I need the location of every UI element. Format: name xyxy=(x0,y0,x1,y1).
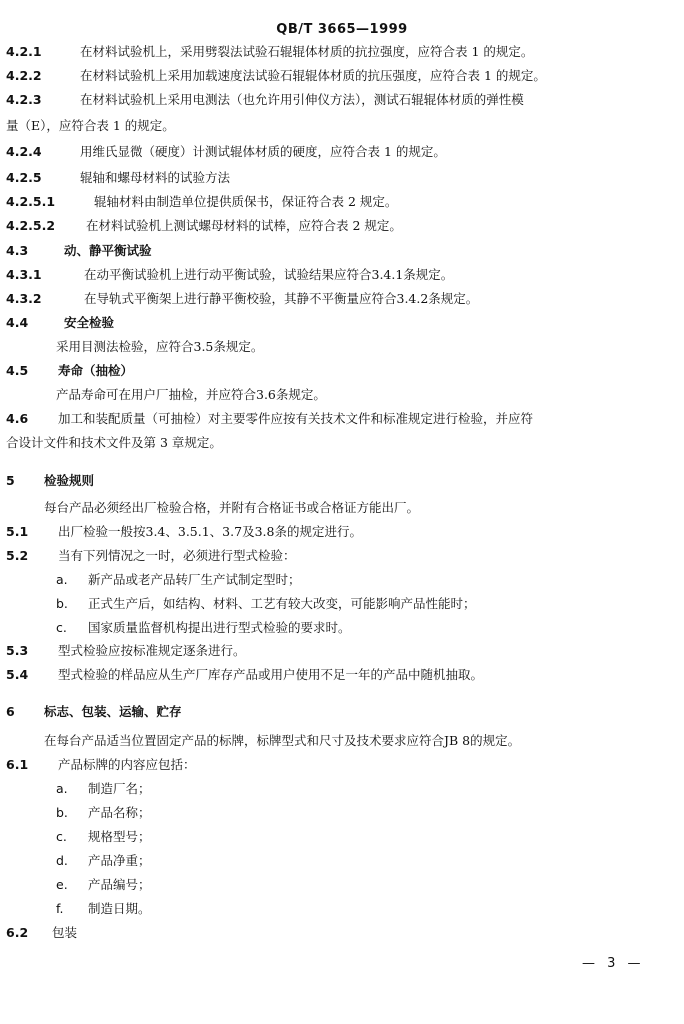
clause-4-3-1 xyxy=(6,267,453,283)
clause-text: 合设计文件和技术文件及第 3 章规定。 xyxy=(6,435,222,450)
list-item-a xyxy=(56,781,151,797)
clause-text: 在材料试验机上采用加载速度法试验石辊辊体材质的抗压强度，应符合表 1 的规定。 xyxy=(80,68,546,83)
clause-number: 4.3.2 xyxy=(6,291,42,306)
clause-number: 4.2.5.1 xyxy=(6,194,56,209)
clause-number: 4.2.3 xyxy=(6,92,42,107)
list-marker: b. xyxy=(56,596,68,611)
clause-title: 动、静平衡试验 xyxy=(64,243,152,258)
clause-4-2-4 xyxy=(6,144,446,160)
list-text: 国家质量监督机构提出进行型式检验的要求时。 xyxy=(88,620,351,635)
clause-number: 4.2.4 xyxy=(6,144,42,159)
list-marker: f. xyxy=(56,901,64,916)
clause-number: 4.4 xyxy=(6,315,29,330)
list-text: 规格型号； xyxy=(88,829,151,844)
clause-text: 每台产品必须经出厂检验合格，并附有合格证书或合格证方能出厂。 xyxy=(44,500,420,515)
list-text: 正式生产后，如结构、材料、工艺有较大改变，可能影响产品性能时； xyxy=(88,596,476,611)
page-number: — 3 — xyxy=(582,956,645,971)
clause-text: 在材料试验机上测试螺母材料的试棒，应符合表 2 规定。 xyxy=(86,218,402,233)
clause-text: 在动平衡试验机上进行动平衡试验，试验结果应符合3.4.1条规定。 xyxy=(84,267,454,282)
list-marker: a. xyxy=(56,572,68,587)
section-title: 标志、包装、运输、贮存 xyxy=(44,704,182,719)
section-5-intro xyxy=(44,500,419,516)
clause-number: 6.1 xyxy=(6,757,29,772)
clause-text: 产品标牌的内容应包括： xyxy=(58,757,196,772)
section-6-heading xyxy=(6,704,182,720)
list-marker: b. xyxy=(56,805,68,820)
list-marker: d. xyxy=(56,853,68,868)
clause-text: 辊轴和螺母材料的试验方法 xyxy=(80,170,231,185)
section-number: 6 xyxy=(6,704,15,719)
list-item-c xyxy=(56,620,351,636)
clause-4-2-3 xyxy=(6,92,524,108)
clause-number: 4.6 xyxy=(6,411,29,426)
clause-5-3 xyxy=(6,643,246,659)
list-item-c xyxy=(56,829,151,845)
list-text: 产品名称； xyxy=(88,805,151,820)
list-text: 新产品或老产品转厂生产试制定型时； xyxy=(88,572,301,587)
list-item-e xyxy=(56,877,151,893)
clause-text: 型式检验应按标准规定逐条进行。 xyxy=(58,643,246,658)
clause-text: 型式检验的样品应从生产厂库存产品或用户使用不足一年的产品中随机抽取。 xyxy=(58,667,484,682)
clause-4-2-1 xyxy=(6,44,533,60)
list-item-f xyxy=(56,901,151,917)
clause-number: 4.2.1 xyxy=(6,44,42,59)
clause-text: 在材料试验机上采用电测法（也允许用引伸仪方法），测试石辊辊体材质的弹性模 xyxy=(80,92,524,107)
clause-number: 5.1 xyxy=(6,524,29,539)
clause-title: 安全检验 xyxy=(64,315,115,330)
section-6-intro xyxy=(44,733,520,749)
clause-text: 包装 xyxy=(52,925,78,940)
list-marker: a. xyxy=(56,781,68,796)
clause-text: 在材料试验机上，采用劈裂法试验石辊辊体材质的抗拉强度，应符合表 1 的规定。 xyxy=(80,44,534,59)
list-item-b xyxy=(56,596,476,612)
clause-4-2-5-2 xyxy=(6,218,402,234)
clause-number: 4.5 xyxy=(6,363,29,378)
clause-6-2 xyxy=(6,925,77,941)
standard-header: QB/T 3665—1999 xyxy=(276,22,408,37)
clause-4-5 xyxy=(6,363,133,379)
clause-text: 出厂检验一般按3.4、3.5.1、3.7及3.8条的规定进行。 xyxy=(58,524,362,539)
clause-text: 用维氏显微（硬度）计测试辊体材质的硬度，应符合表 1 的规定。 xyxy=(80,144,446,159)
clause-5-2 xyxy=(6,548,296,564)
clause-text: 当有下列情况之一时，必须进行型式检验： xyxy=(58,548,296,563)
clause-4-2-2 xyxy=(6,68,546,84)
list-item-b xyxy=(56,805,151,821)
clause-title: 寿命（抽检） xyxy=(58,363,134,378)
clause-number: 4.2.5 xyxy=(6,170,42,185)
clause-6-1 xyxy=(6,757,196,773)
clause-text: 辊轴材料由制造单位提供质保书，保证符合表 2 规定。 xyxy=(94,194,398,209)
list-marker: c. xyxy=(56,620,67,635)
clause-5-1 xyxy=(6,524,362,540)
clause-text: 在每台产品适当位置固定产品的标牌，标牌型式和尺寸及技术要求应符合JB 8的规定。 xyxy=(44,733,521,748)
section-title: 检验规则 xyxy=(44,473,95,488)
list-text: 制造厂名； xyxy=(88,781,151,796)
clause-number: 5.3 xyxy=(6,643,29,658)
clause-number: 4.2.5.2 xyxy=(6,218,56,233)
clause-number: 4.2.2 xyxy=(6,68,42,83)
clause-text: 量（E），应符合表 1 的规定。 xyxy=(6,118,175,133)
list-marker: e. xyxy=(56,877,68,892)
list-text: 产品净重； xyxy=(88,853,151,868)
clause-number: 4.3 xyxy=(6,243,29,258)
section-number: 5 xyxy=(6,473,15,488)
clause-4-2-5 xyxy=(6,170,230,186)
clause-text: 采用目测法检验，应符合3.5条规定。 xyxy=(56,339,264,354)
clause-4-6-cont xyxy=(6,435,222,451)
clause-number: 6.2 xyxy=(6,925,29,940)
clause-4-3 xyxy=(6,243,152,259)
list-item-d xyxy=(56,853,151,869)
list-item-a xyxy=(56,572,301,588)
clause-text: 加工和装配质量（可抽检）对主要零件应按有关技术文件和标准规定进行检验，并应符 xyxy=(58,411,534,426)
clause-number: 5.4 xyxy=(6,667,29,682)
list-text: 制造日期。 xyxy=(88,901,151,916)
clause-4-4-body xyxy=(56,339,263,355)
clause-number: 4.3.1 xyxy=(6,267,42,282)
list-text: 产品编号； xyxy=(88,877,151,892)
clause-4-4 xyxy=(6,315,114,331)
clause-4-2-5-1 xyxy=(6,194,397,210)
clause-4-6 xyxy=(6,411,533,427)
clause-4-2-3-cont xyxy=(6,118,175,134)
list-marker: c. xyxy=(56,829,67,844)
clause-4-5-body xyxy=(56,387,326,403)
section-5-heading xyxy=(6,473,94,489)
clause-text: 在导轨式平衡架上进行静平衡校验，其静不平衡量应符合3.4.2条规定。 xyxy=(84,291,479,306)
clause-5-4 xyxy=(6,667,483,683)
clause-text: 产品寿命可在用户厂抽检，并应符合3.6条规定。 xyxy=(56,387,326,402)
clause-number: 5.2 xyxy=(6,548,29,563)
clause-4-3-2 xyxy=(6,291,478,307)
